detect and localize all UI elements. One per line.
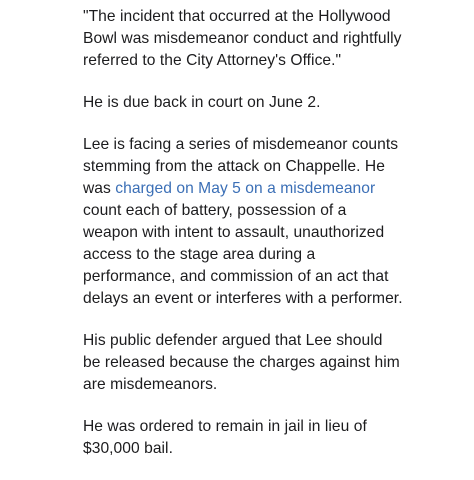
paragraph-charges-text-end: count each of battery, possession of a weapon with intent to assault, unauthorized access to the stage area during a performance, and commission of an act that delays an event or interferes with a performer. bbox=[83, 202, 403, 307]
paragraph-charges bbox=[83, 134, 403, 310]
paragraph-public-defender: His public defender argued that Lee should be released because the charges against him are misdemeanors. bbox=[83, 332, 400, 393]
article-body bbox=[83, 6, 403, 480]
charged-on-may-5-link[interactable]: charged on May 5 on a misdemeanor bbox=[115, 180, 376, 197]
paragraph-court-date: He is due back in court on June 2. bbox=[83, 94, 321, 111]
paragraph-quote: "The incident that occurred at the Hollywood Bowl was misdemeanor conduct and rightfully referred to the City Attorney's Office." bbox=[83, 8, 402, 69]
paragraph-charges-text-start: Lee is facing a series of misdemeanor counts stemming from the attack on Chappelle. He was bbox=[83, 136, 399, 197]
paragraph-bail: He was ordered to remain in jail in lieu of $30,000 bail. bbox=[83, 418, 367, 457]
